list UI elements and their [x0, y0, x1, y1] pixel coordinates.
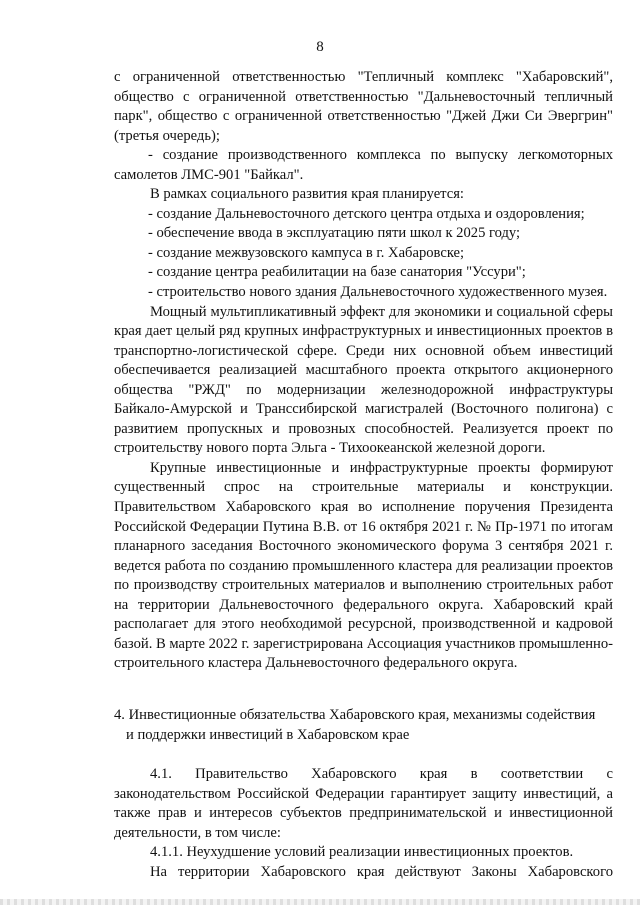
list-item: - обеспечение ввода в эксплуатацию пяти школ к 2025 году; [148, 225, 521, 242]
social-development-list [114, 205, 613, 303]
section-heading-line-2: и поддержки инвестиций в Хабаровском крае [126, 726, 410, 743]
list-item: - создание межвузовского кампуса в г. Хабаровске; [148, 244, 465, 261]
paragraph-laws-start: На территории Хабаровского края действуют Законы Хабаровского [150, 863, 613, 880]
paragraph-4-1: 4.1. Правительство Хабаровского края в соответствии с законодательством Российской Федерации гарантирует защиту инвестиций, а также прав и интересов субъектов предпринимательской и инвестиционной деятельности, в том числе: [114, 766, 613, 841]
section-heading [114, 706, 613, 745]
list-item: - создание Дальневосточного детского центра отдыха и оздоровления; [148, 205, 585, 222]
page-number: 8 [316, 39, 324, 55]
paragraph-investment-projects: Крупные инвестиционные и инфраструктурные проекты формируют существенный спрос на строительные материалы и конструкции. Правительством Хабаровского края во исполнение поручения Президента Российской Федерации Путина В.В. от 16 октября 2021 г. № Пр-1971 по итогам планарного заседания Восточного экономического форума 3 сентября 2021 г. ведется работа по созданию промышленного кластера для реализации проектов по производству строительных материалов и выполнению строительных работ на территории Дальневосточного федерального округа. Хабаровский край располагает для этого необходимой ресурсной, производственной и кадровой базой. В марте 2022 г. зарегистрирована Ассоциация участников промышленно-строительного кластера Дальневосточного федерального округа. [114, 459, 613, 672]
paragraph-greenhouse-companies: с ограниченной ответственностью "Тепличный комплекс "Хабаровский", общество с ограниченной ответственностью "Дальневосточный тепличный парк", общество с ограниченной ответственностью "Джей Джи Си Эвергрин" (третья очередь); [114, 69, 613, 144]
list-item: - строительство нового здания Дальневосточного художественного музея. [148, 284, 608, 301]
section-heading-line-1: 4. Инвестиционные обязательства Хабаровского края, механизмы содействия [114, 706, 596, 723]
paragraph-multiplier-effect: Мощный мультипликативный эффект для экономики и социальной сферы края дает целый ряд крупных инфраструктурных и инвестиционных проектов в транспортно-логистической сфере. Среди них основной объем инвестиций обеспечивается реализацией масштабного проекта открытого акционерного общества "РЖД" по модернизации железнодорожной инфраструктуры Байкало-Амурской и Транссибирской магистралей (Восточного полигона) с развитием пропускных и провозных способностей. Реализуется проект по строительству нового порта Эльга - Тихоокеанской железной дороги. [114, 303, 613, 457]
scan-edge-artifact [0, 899, 640, 905]
paragraph-aircraft-complex: - создание производственного комплекса по выпуску легкомоторных самолетов ЛМС-901 "Байкал". [114, 147, 613, 183]
section-spacer [114, 674, 613, 694]
list-item: - создание центра реабилитации на базе санатория "Уссури"; [148, 264, 526, 281]
paragraph-social-intro: В рамках социального развития края планируется: [150, 186, 464, 203]
paragraph-4-1-1: 4.1.1. Неухудшение условий реализации инвестиционных проектов. [150, 844, 574, 861]
section-spacer [114, 745, 613, 765]
document-body [114, 68, 613, 882]
